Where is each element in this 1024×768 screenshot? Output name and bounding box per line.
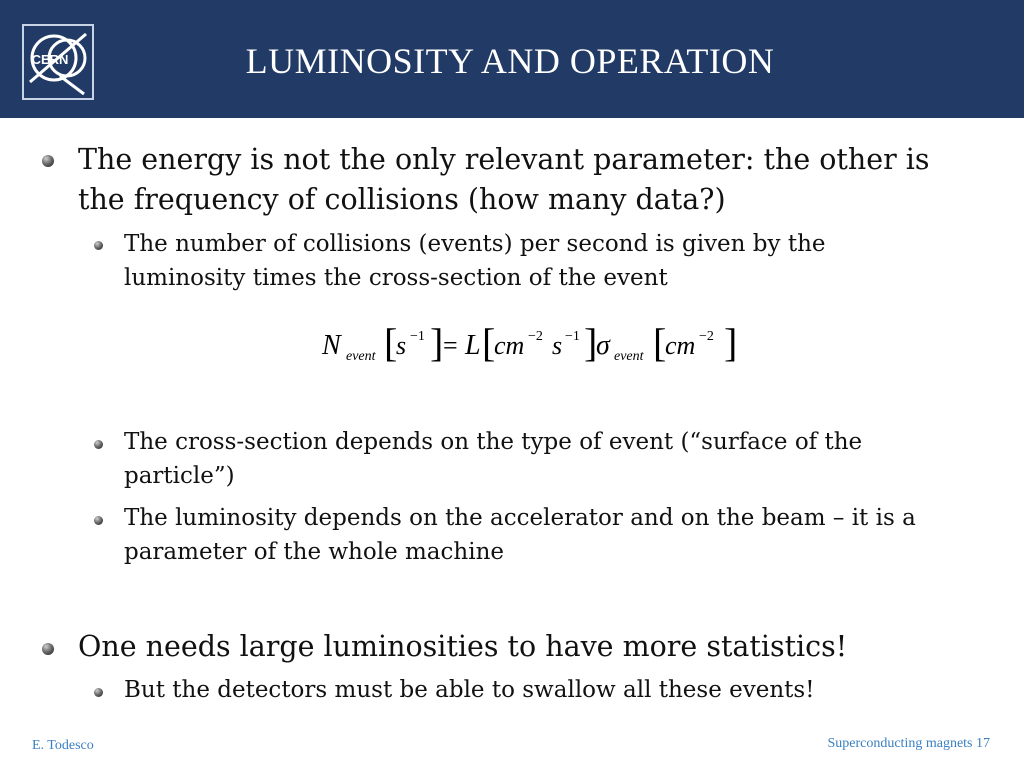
eq-sub-event: event [346, 349, 376, 364]
eq-sub-event: event [614, 349, 644, 364]
eq-rbr: ] [584, 320, 598, 365]
eq-s: s [396, 331, 407, 360]
footer-slide-label: Superconducting magnets 17 [827, 736, 990, 751]
eq-exp: −2 [699, 329, 714, 344]
eq-cm: cm [665, 331, 696, 360]
eq-cm: cm [494, 331, 525, 360]
eq-L: L [465, 330, 481, 361]
eq-exp: −2 [528, 329, 543, 344]
bullet-text: One needs large luminosities to have more statistics! [78, 630, 848, 663]
eq-lbr: [ [384, 320, 398, 365]
eq-equals: = [443, 331, 458, 360]
eq-rbr: ] [724, 320, 738, 365]
cern-logo-text: CERN [31, 52, 69, 67]
eq-exp: −1 [410, 329, 425, 344]
sub-bullet-text: The number of collisions (events) per second is given by the luminosity times the cross-section of the event [124, 231, 826, 291]
sub-bullet-icon [94, 241, 103, 250]
sub-bullet-text: But the detectors must be able to swallow all these events! [124, 677, 815, 703]
eq-rbr: ] [430, 320, 444, 365]
bullet-text: The energy is not the only relevant parameter: the other is the frequency of collisions (how many data?) [78, 143, 930, 216]
eq-sigma: σ [596, 330, 610, 361]
eq-lbr: [ [482, 320, 496, 365]
eq-s: s [552, 331, 563, 360]
eq-exp: −1 [565, 329, 580, 344]
eq-N: N [322, 330, 341, 361]
sub-bullet-text: The cross-section depends on the type of event (“surface of the particle”) [124, 429, 863, 489]
luminosity-equation [320, 318, 740, 370]
sub-bullet-text: The luminosity depends on the accelerator and on the beam – it is a parameter of the whole machine [124, 505, 916, 565]
slide-title: LUMINOSITY AND OPERATION [245, 41, 775, 81]
footer-author: E. Todesco [32, 738, 94, 753]
sub-bullet-icon [94, 516, 103, 525]
sub-bullet-icon [94, 688, 103, 697]
bullet-icon [42, 643, 54, 655]
sub-bullet-icon [94, 440, 103, 449]
bullet-icon [42, 155, 54, 167]
eq-lbr: [ [653, 320, 667, 365]
